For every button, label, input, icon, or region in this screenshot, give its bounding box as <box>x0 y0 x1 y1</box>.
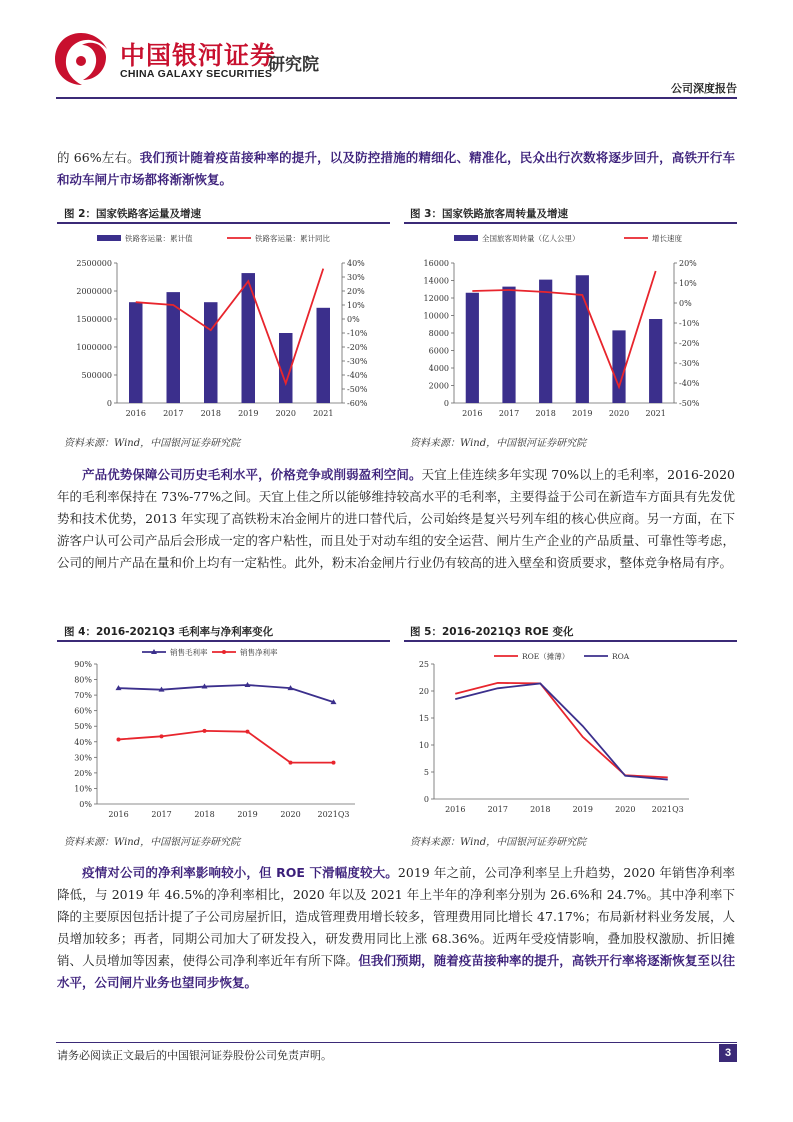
fig3-x-tick-label: 2017 <box>498 409 520 418</box>
fig2-rule <box>57 222 390 224</box>
fig3-bar <box>649 319 662 403</box>
fig4-point <box>289 761 293 765</box>
fig5-series-line-1 <box>455 683 668 779</box>
fig2-y2-tick-label: 10% <box>347 301 365 310</box>
page-number: 3 <box>719 1044 737 1062</box>
fig4-point <box>203 729 207 733</box>
fig3-x-tick-label: 2018 <box>535 409 556 418</box>
fig2-x-tick-label: 2017 <box>163 409 184 418</box>
fig2-svg <box>57 228 390 423</box>
fig4-series-line-0 <box>119 685 334 702</box>
fig4-title: 图 4：2016-2021Q3 毛利率与净利率变化 <box>64 626 274 638</box>
fig2-y2-tick-label: -50% <box>347 385 368 394</box>
fig3-y-tick-label: 6000 <box>428 346 449 356</box>
fig5-y-tick-label: 5 <box>423 768 429 777</box>
logo-english: CHINA GALAXY SECURITIES <box>120 68 273 80</box>
fig2-x-tick-label: 2018 <box>200 409 221 418</box>
intro-bold: 我们预计随着疫苗接种率的提升，以及防控措施的精细化、精准化，民众出行次数将逐步回升，高铁开行车和动车闸片市场都将渐渐恢复。 <box>57 150 735 187</box>
fig4-svg <box>57 644 390 824</box>
roe-paragraph-bold-lead: 疫情对公司的净利率影响较小，但 ROE 下滑幅度较大。 <box>82 865 398 880</box>
fig2-y2-tick-label: -10% <box>347 329 368 338</box>
fig2-y-tick-label: 1500000 <box>76 315 112 324</box>
fig3-y2-tick-label: 10% <box>679 279 697 288</box>
fig3-y-tick-label: 2000 <box>428 381 449 391</box>
fig4-y-tick-label: 50% <box>74 722 92 732</box>
fig3-legend-swatch <box>454 235 478 241</box>
fig3-bar <box>539 280 552 403</box>
fig3-bar <box>612 330 625 403</box>
fig2-y-tick-label: 2000000 <box>76 287 112 296</box>
fig5-x-tick-label: 2019 <box>572 805 593 814</box>
fig2-y2-tick-label: 30% <box>347 273 365 282</box>
fig5-y-tick-label: 15 <box>418 714 429 723</box>
fig2-title: 图 2：国家铁路客运量及增速 <box>64 208 201 220</box>
footer-disclaimer: 请务必阅读正文最后的中国银河证券股份公司免责声明。 <box>57 1049 332 1062</box>
fig4-y-tick-label: 80% <box>74 675 92 685</box>
fig2-x-tick-label: 2020 <box>275 409 296 418</box>
fig5-svg <box>404 644 737 824</box>
fig3-y-tick-label: 8000 <box>428 329 449 338</box>
fig5-x-tick-label: 2018 <box>530 805 551 814</box>
fig5-y-tick-label: 0 <box>423 795 429 804</box>
fig5-rule <box>404 640 737 642</box>
fig2-y2-tick-label: -60% <box>347 399 368 408</box>
fig3-title: 图 3：国家铁路旅客周转量及增速 <box>410 208 568 220</box>
galaxy-logo-icon <box>52 30 110 88</box>
margin-paragraph-bold: 产品优势保障公司历史毛利水平，价格竞争或削弱盈利空间。 <box>82 467 422 482</box>
fig3-legend-label: 增长速度 <box>652 234 682 243</box>
fig4-point <box>332 761 336 765</box>
fig2-x-tick-label: 2019 <box>238 409 259 418</box>
intro-lead: 的 66%左右。 <box>57 150 140 165</box>
fig4-chart <box>57 644 390 824</box>
fig3-bar <box>466 293 479 403</box>
fig3-x-tick-label: 2020 <box>608 409 630 418</box>
fig2-legend-swatch <box>97 235 121 241</box>
fig5-title: 图 5：2016-2021Q3 ROE 变化 <box>410 626 574 638</box>
header-divider <box>56 97 737 99</box>
fig2-y2-tick-label: 40% <box>347 259 365 268</box>
fig2-legend-label: 铁路客运量：累计同比 <box>255 234 330 243</box>
fig4-y-tick-label: 20% <box>74 768 92 778</box>
fig4-point <box>246 730 250 734</box>
roe-paragraph-text: 2019 年之前，公司净利率呈上升趋势，2020 年销售净利率降低，与 2019 年 46.5%的净利率相比，2020 年以及 2021 年上半年的净利率分别为 26.6%和 24.7%。其中净利率下降的主要原因包括计提了子公司房屋折旧，造成管理费用增长较多，管理费用同比增长 47.17%；布局新材料业务发展，人员增加较多；再者，同期公司加大了研发投入，研发费用同比上涨 68.36%。近两年受疫情影响，叠加股权激励、折旧摊销、人员增加等因素，使得公司净利率近年有所下降。 <box>57 865 735 968</box>
institute-label: 研究院 <box>268 55 319 75</box>
fig3-x-tick-label: 2021 <box>645 409 666 418</box>
fig3-chart <box>404 228 737 423</box>
fig3-y2-tick-label: 20% <box>679 259 697 268</box>
fig5-legend-label: ROA <box>612 652 630 661</box>
fig4-x-tick-label: 2017 <box>151 810 172 819</box>
fig5-x-tick-label: 2020 <box>615 805 636 814</box>
fig5-source: 资料来源：Wind，中国银河证券研究院 <box>410 837 587 848</box>
fig3-y-tick-label: 16000 <box>423 259 449 268</box>
fig5-series-line-0 <box>455 683 668 778</box>
fig2-source: 资料来源：Wind，中国银河证券研究院 <box>64 438 241 449</box>
fig4-x-tick-label: 2016 <box>108 810 129 819</box>
fig3-y2-tick-label: -10% <box>679 319 700 328</box>
fig4-y-tick-label: 90% <box>74 660 92 669</box>
fig5-x-tick-label: 2017 <box>487 805 508 814</box>
page-header <box>0 0 793 100</box>
fig2-y2-tick-label: -30% <box>347 357 368 366</box>
fig4-x-tick-label: 2019 <box>237 810 258 819</box>
fig3-y-tick-label: 4000 <box>428 364 449 373</box>
fig4-y-tick-label: 70% <box>74 691 92 701</box>
fig4-source: 资料来源：Wind，中国银河证券研究院 <box>64 837 241 848</box>
fig3-legend-label: 全国旅客周转量（亿人公里） <box>482 234 580 243</box>
fig3-y-tick-label: 14000 <box>423 276 449 286</box>
fig4-point <box>160 734 164 738</box>
margin-paragraph <box>57 464 735 574</box>
fig4-point <box>117 737 121 741</box>
fig4-x-tick-label: 2021Q3 <box>317 810 350 819</box>
fig2-legend-label: 铁路客运量：累计值 <box>125 234 193 243</box>
fig4-x-tick-label: 2020 <box>280 810 301 819</box>
roe-paragraph <box>57 862 735 994</box>
fig5-chart <box>404 644 737 824</box>
fig5-legend-label: ROE（摊薄） <box>522 652 570 661</box>
margin-paragraph-text: 天宜上佳连续多年实现 70%以上的毛利率，2016-2020 年的毛利率保持在 73%-77%之间。天宜上佳之所以能够维持较高水平的毛利率，主要得益于公司在新造车方面具有先发优势和技术优势，2013 年实现了高铁粉末冶金闸片的进口替代后，公司始终是复兴号列车组的核心供应商。另一方面，在下游客户认可公司产品后会形成一定的客户粘性，而且处于对动车组的安全运营、闸片生产企业的产品质量、可靠性等考虑，公司的闸片产品在量和价上均有一定粘性。此外，粉末冶金闸片行业仍有较高的进入壁垒和资质要求，整体竞争格局有序。 <box>57 467 735 570</box>
fig2-x-tick-label: 2016 <box>125 409 146 418</box>
fig4-x-tick-label: 2018 <box>194 810 215 819</box>
fig4-y-tick-label: 60% <box>74 706 92 716</box>
fig2-series-line-1 <box>136 269 324 384</box>
fig3-y-tick-label: 12000 <box>423 294 449 303</box>
fig3-y2-tick-label: -30% <box>679 359 700 368</box>
fig3-bar <box>502 287 515 403</box>
fig4-y-tick-label: 10% <box>74 784 92 794</box>
fig3-y-tick-label: 10000 <box>423 311 449 321</box>
fig3-y2-tick-label: 0% <box>679 299 692 308</box>
fig2-y-tick-label: 0 <box>106 399 112 408</box>
footer-divider <box>56 1042 737 1043</box>
fig4-y-tick-label: 0% <box>79 800 92 809</box>
fig2-bar <box>129 302 143 403</box>
logo-chinese: 中国银河证券 <box>120 41 277 70</box>
fig2-y2-tick-label: 20% <box>347 287 365 296</box>
fig3-x-tick-label: 2019 <box>572 409 593 418</box>
fig2-bar <box>317 308 331 403</box>
fig3-y-tick-label: 0 <box>443 399 449 408</box>
fig4-y-tick-label: 30% <box>74 753 92 763</box>
fig3-x-tick-label: 2016 <box>462 409 483 418</box>
fig3-series-line-1 <box>472 271 655 387</box>
fig3-y2-tick-label: -20% <box>679 339 700 348</box>
fig2-y-tick-label: 500000 <box>81 371 112 380</box>
fig2-bar <box>204 302 218 403</box>
fig3-y2-tick-label: -50% <box>679 399 700 408</box>
fig4-legend-label: 销售毛利率 <box>170 648 208 657</box>
fig2-chart <box>57 228 390 423</box>
fig2-y-tick-label: 1000000 <box>76 343 112 352</box>
fig2-y-tick-label: 2500000 <box>76 259 112 268</box>
fig3-source: 资料来源：Wind，中国银河证券研究院 <box>410 438 587 449</box>
fig3-y2-tick-label: -40% <box>679 379 700 388</box>
fig2-x-tick-label: 2021 <box>313 409 334 418</box>
fig4-y-tick-label: 40% <box>74 737 92 747</box>
roe-paragraph-bold-tail: 但我们预期，随着疫苗接种率的提升，高铁开行率将逐渐恢复至以往水平，公司闸片业务也望同步恢复。 <box>57 953 735 990</box>
fig5-y-tick-label: 10 <box>418 741 429 750</box>
fig5-x-tick-label: 2021Q3 <box>651 805 684 814</box>
fig5-y-tick-label: 25 <box>418 660 429 669</box>
fig2-y2-tick-label: -20% <box>347 343 368 352</box>
fig4-legend-label: 销售净利率 <box>240 648 278 657</box>
fig5-y-tick-label: 20 <box>418 687 429 696</box>
intro-paragraph <box>57 147 735 191</box>
fig4-legend-marker <box>222 650 226 654</box>
fig2-y2-tick-label: -40% <box>347 371 368 380</box>
fig3-rule <box>404 222 737 224</box>
fig4-series-line-1 <box>119 731 334 763</box>
report-type: 公司深度报告 <box>671 82 737 95</box>
fig3-svg <box>404 228 737 423</box>
fig4-rule <box>57 640 390 642</box>
fig5-x-tick-label: 2016 <box>445 805 466 814</box>
fig2-y2-tick-label: 0% <box>347 315 360 324</box>
